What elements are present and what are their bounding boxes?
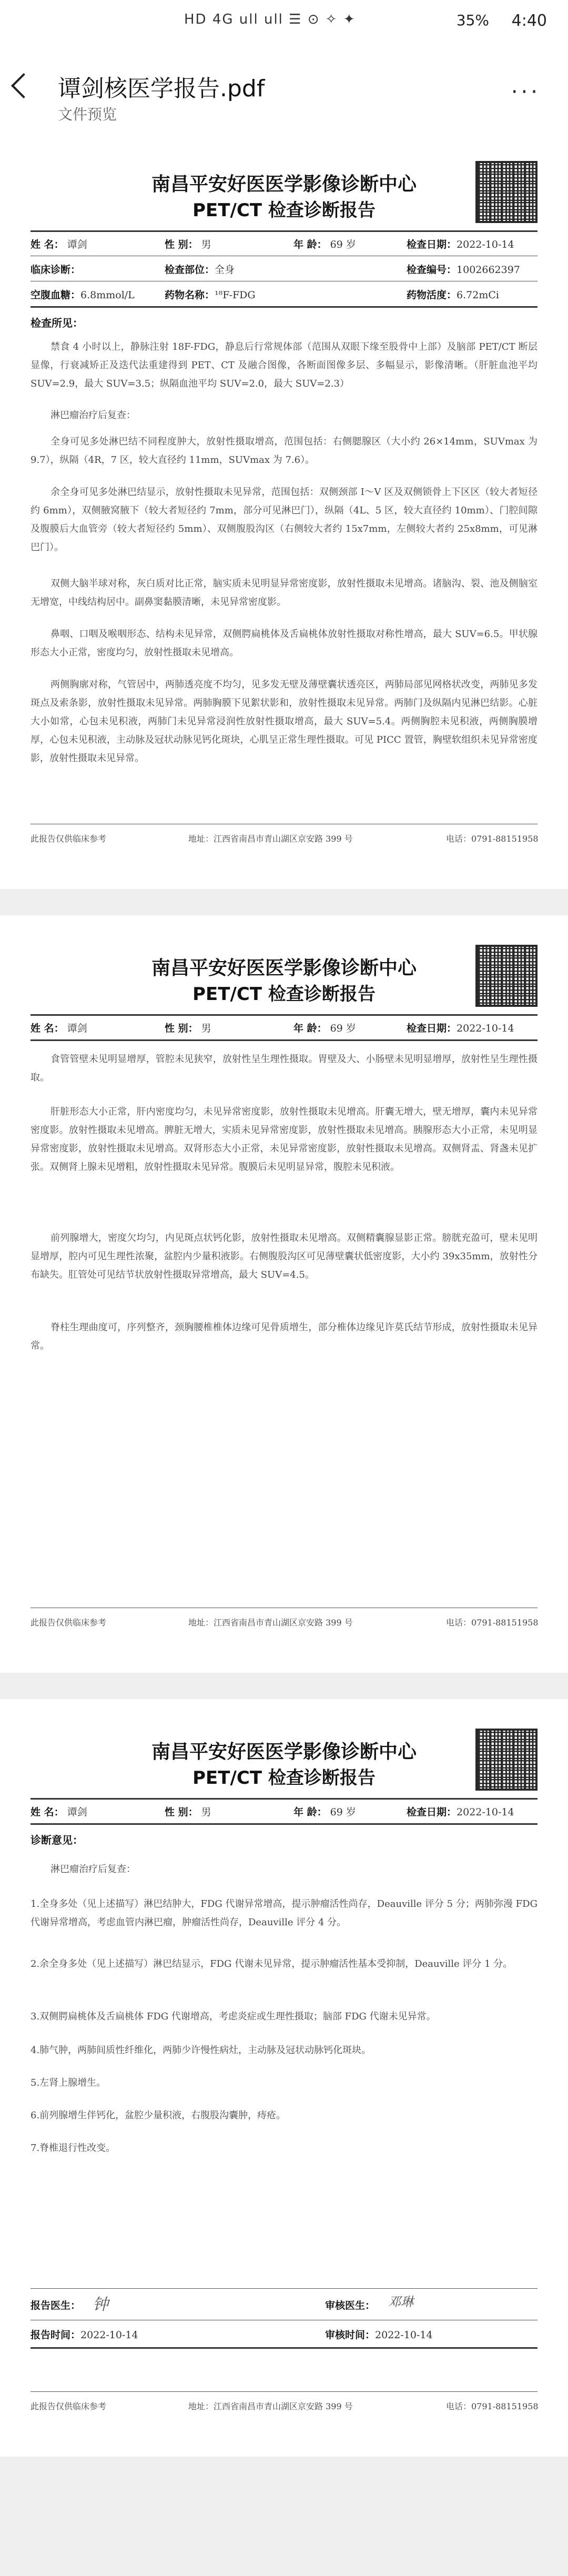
impression-item: 7.脊椎退行性改变。 (31, 2143, 116, 2154)
patient-age: 年 龄： 69 岁 (293, 1023, 356, 1034)
hospital-name: 南昌平安好医医学影像诊断中心 (151, 1741, 417, 1763)
findings-paragraph: 脊柱生理曲度可，序列整齐，颈胸腰椎椎体边缘可见骨质增生，部分椎体边缘见许莫氏结节形成，放射性摄取未见异常。 (31, 1322, 537, 1351)
status-bar (0, 0, 568, 42)
review-doctor: 审核医生： (325, 2300, 376, 2311)
findings-paragraph: 两侧胸廓对称，气管居中，两肺透亮度不均匀，见多发无壁及薄壁囊状透亮区，两肺局部见网格状改变，两肺见多发斑点及索条影，放射性摄取未见异常。两肺胸膜下见絮状影和，放射性摄取未见异常。两肺门及纵隔内见淋巴结影。心脏大小如常，心包未见积液，两肺门未见异常浸润性放射性摄取增高，最大 SUV=5.4。两侧胸腔未见积液，两侧胸膜增厚，心包未见积液，主动脉及冠状动脉见钙化斑块，心肌呈正常生理性摄取。可见 PICC 置管，胸壁软组织未见异常密度影，放射性摄取未见异常。 (31, 679, 537, 764)
qr-code-icon (475, 161, 537, 223)
patient-name: 姓 名： 谭剑 (31, 1023, 87, 1034)
pdf-page-2: 南昌平安好医医学影像诊断中心 PET/CT 检查诊断报告 姓 名： 谭剑 性 别： 男 年 龄： 69 岁 检查日期：2022-10-14 食管管壁未见明显增厚，管腔未见狭窄，放射性呈生理性摄取。胃壁及大、小肠壁未见明显增厚，放射性呈生理性摄取。 肝脏形态大小正常，肝内密度均匀，未见异常密度影，放射性摄取未见增高。肝囊无增大，壁无增厚，囊内未见异常密度影。放射性摄取未见增高。脾脏无增大，实质未见异常密度影，放射性摄取未见增高。胰腺形态大小正常，未见明显异常密度影，放射性摄取未见增高。双肾形态大小正常，未见异常密度影，放射性摄取未见增高。双侧肾盂、肾盏未见扩张。双侧肾上腺未见增粗，放射性摄取未见异常。腹膜后未见明显异常，腹腔未见积液。 前列腺增大，密度欠均匀，内见斑点状钙化影，放射性摄取未见增高。双侧精囊腺显影正常。膀胱充盈可，壁未见明显增厚，腔内可见生理性浓聚，盆腔内少量积液影。右侧腹股沟区可见薄壁囊状低密度影，大小约 39x35mm，放射性分布缺失。肛管处可见结节状放射性摄取异常增高，最大 SUV=4.5。 脊柱生理曲度可，序列整齐，颈胸腰椎椎体边缘可见骨质增生，部分椎体边缘见许莫氏结节形成，放射性摄取未见异常。 此报告仅供临床参考 地址：江西省南昌市青山湖区京安路 399 号 电话：0791-88151958 (0, 915, 568, 1673)
exam-date: 检查日期：2022-10-14 (407, 1806, 514, 1818)
clinical-diagnosis: 临床诊断： (31, 264, 81, 276)
patient-sex: 性 别： 男 (165, 1023, 211, 1034)
report-time: 报告时间：2022-10-14 (31, 2329, 138, 2341)
findings-paragraph: 余全身可见多处淋巴结显示，放射性摄取未见异常，范围包括：双侧颈部 I～V 区及双侧锁骨上下区区（较大者短径约 6mm），双侧腋窝腋下（较大者短径约 7mm，部分可见淋巴门），纵隔（4L、5 区，较大直径约 10mm）、门腔间隙及腹膜后大血管旁（较大者短径约 5mm）、双侧腹股沟区（右侧较大者约 15x7mm，左侧较大者约 25x8mm，可见淋巴门）。 (31, 487, 537, 553)
impression-item: 6.前列腺增生伴钙化，盆腔少量积液，右腹股沟囊肿，痔疮。 (31, 2110, 286, 2121)
hospital-name: 南昌平安好医医学影像诊断中心 (151, 174, 417, 195)
battery-level: 35% (456, 12, 489, 29)
findings-paragraph: 全身可见多处淋巴结不同程度肿大，放射性摄取增高，范围包括：右侧腮腺区（大小约 26×14mm，SUVmax 为 9.7），纵隔（4R，7 区，较大直径约 11mm，SUVmax 为 7.6）。 (31, 436, 537, 466)
report-title: PET/CT 检查诊断报告 (192, 984, 376, 1005)
app-bar (0, 42, 568, 132)
qr-code-icon (475, 945, 537, 1007)
impression-paragraph: 淋巴瘤治疗后复查： (50, 1864, 136, 1875)
drug-activity: 药物活度：6.72mCi (407, 289, 499, 301)
findings-paragraph: 肝脏形态大小正常，肝内密度均匀，未见异常密度影，放射性摄取未见增高。肝囊无增大，壁无增厚，囊内未见异常密度影。放射性摄取未见增高。脾脏无增大，实质未见异常密度影，放射性摄取未见增高。胰腺形态大小正常，未见明显异常密度影，放射性摄取未见增高。双肾形态大小正常，未见异常密度影，放射性摄取未见增高。双侧肾盂、肾盏未见扩张。双侧肾上腺未见增粗，放射性摄取未见异常。腹膜后未见明显异常，腹腔未见积液。 (31, 1106, 537, 1173)
exam-date: 检查日期：2022-10-14 (407, 239, 514, 250)
fasting-glucose: 空腹血糖：6.8mmol/L (31, 289, 135, 301)
impression-heading: 诊断意见： (31, 1834, 83, 1846)
exam-number: 检查编号：1002662397 (407, 264, 520, 276)
divider (31, 230, 537, 232)
findings-paragraph: 鼻咽、口咽及喉咽形态、结构未见异常，双侧腭扁桃体及舌扁桃体放射性摄取对称性增高，最大 SUV=6.5。甲状腺形态大小正常，密度均匀，放射性摄取未见增高。 (31, 629, 537, 658)
findings-paragraph: 禁食 4 小时以上，静脉注射 18F-FDG，静息后行常规体部（范围从双眼下缘至股骨中上部）及脑部 PET/CT 断层显像，行衰减矫正及迭代法重建得到 PET、CT 及融合图像，各断面图像多层、多幅显示，影像清晰。（肝脏血池平均 SUV=2.9，最大 SUV=3.5；纵隔血池平均 SUV=2.0，最大 SUV=2.3） (31, 341, 537, 389)
impression-item: 1.全身多处（见上述描写）淋巴结肿大，FDG 代谢异常增高，提示肿瘤活性尚存，Deauville 评分 5 分；两肺弥漫 FDG 代谢异常增高，考虑血管内淋巴瘤，肿瘤活性尚存，Deauville 评分 4 分。 (31, 1898, 537, 1928)
patient-age: 年 龄： 69 岁 (293, 1806, 356, 1818)
reviewer-signature: 邓琳 (388, 2295, 413, 2309)
findings-paragraph: 前列腺增大，密度欠均匀，内见斑点状钙化影，放射性摄取未见增高。双侧精囊腺显影正常。膀胱充盈可，壁未见明显增厚，腔内可见生理性浓聚，盆腔内少量积液影。右侧腹股沟区可见薄壁囊状低密度影，大小约 39x35mm，放射性分布缺失。肛管处可见结节状放射性摄取异常增高，最大 SUV=4.5。 (31, 1233, 537, 1280)
report-title: PET/CT 检查诊断报告 (192, 200, 376, 221)
patient-name: 姓 名： 谭剑 (31, 239, 87, 250)
file-subtitle: 文件预览 (58, 106, 117, 123)
findings-heading: 检查所见： (31, 317, 83, 329)
hospital-name: 南昌平安好医医学影像诊断中心 (151, 957, 417, 979)
exam-date: 检查日期：2022-10-14 (407, 1023, 514, 1034)
more-menu-icon[interactable]: ··· (511, 80, 541, 104)
findings-paragraph: 淋巴瘤治疗后复查： (50, 410, 136, 421)
findings-paragraph: 双侧大脑半球对称，灰白质对比正常，脑实质未见明显异常密度影，放射性摄取未见增高。诸脑沟、裂、池及侧脑室无增宽，中线结构居中。副鼻窦黏膜清晰，未见异常密度影。 (31, 578, 537, 608)
patient-sex: 性 别： 男 (165, 1806, 211, 1818)
impression-item: 3.双侧腭扁桃体及舌扁桃体 FDG 代谢增高，考虑炎症或生理性摄取；脑部 FDG 代谢未见异常。 (31, 2011, 436, 2022)
findings-paragraph: 食管管壁未见明显增厚，管腔未见狭窄，放射性呈生理性摄取。胃壁及大、小肠壁未见明显增厚，放射性呈生理性摄取。 (31, 1054, 537, 1083)
clock: 4:40 (511, 12, 547, 30)
impression-item: 4.肺气肿，两肺间质性纤维化，两肺少许慢性病灶，主动脉及冠状动脉钙化斑块。 (31, 2045, 371, 2056)
status-icons: HD 4G ull ull ☰ ⊙ ✧ ✦ (184, 12, 356, 27)
patient-name: 姓 名： 谭剑 (31, 1806, 87, 1818)
patient-sex: 性 别： 男 (165, 239, 211, 250)
patient-age: 年 龄： 69 岁 (293, 239, 356, 250)
report-doctor: 报告医生： (31, 2300, 81, 2311)
review-time: 审核时间：2022-10-14 (325, 2329, 433, 2341)
exam-part: 检查部位：全身 (165, 264, 235, 276)
doctor-signature: 钟 (93, 2296, 108, 2314)
impression-item: 2.余全身多处（见上述描写）淋巴结显示，FDG 代谢未见异常，提示肿瘤活性基本受抑制，Deauville 评分 1 分。 (31, 1958, 513, 1969)
back-arrow-icon[interactable] (11, 73, 36, 98)
report-title: PET/CT 检查诊断报告 (192, 1767, 376, 1789)
file-title: 谭剑核医学报告.pdf (58, 75, 265, 102)
drug-name: 药物名称：¹⁸F-FDG (165, 289, 256, 301)
pdf-page-1: 南昌平安好医医学影像诊断中心 PET/CT 检查诊断报告 姓 名： 谭剑 性 别： 男 年 龄： 69 岁 检查日期：2022-10-14 临床诊断： 检查部位：全身 检查编号：1002662397 空腹血糖：6.8mmol/L 药物名称：¹⁸F-FDG 药物活度：6.72mCi 检查所见： 禁食 4 小时以上，静脉注射 18F-FDG，静息后行常规体部（范围从双眼下缘至股骨中上部）及脑部 PET/CT 断层显像，行衰减矫正及迭代法重建得到 PET、CT 及融合图像，各断面图像多层、多幅显示，影像清晰。（肝脏血池平均 SUV=2.9，最大 SUV=3.5；纵隔血池平均 SUV=2.0，最大 SUV=2.3） 淋巴瘤治疗后复查： 全身可见多处淋巴结不同程度肿大，放射性摄取增高，范围包括：右侧腮腺区（大小约 26×14mm，SUVmax 为 9.7），纵隔（4R，7 区，较大直径约 11mm，SUVmax 为 7.6）。 余全身可见多处淋巴结显示，放射性摄取未见异常，范围包括：双侧颈部 I～V 区及双侧锁骨上下区区（较大者短径约 6mm），双侧腋窝腋下（较大者短径约 7mm，部分可见淋巴门），纵隔（4L、5 区，较大直径约 10mm）、门腔间隙及腹膜后大血管旁（较大者短径约 5mm）、双侧腹股沟区（右侧较大者约 15x7mm，左侧较大者约 25x8mm，可见淋巴门）。 双侧大脑半球对称，灰白质对比正常，脑实质未见明显异常密度影，放射性摄取未见增高。诸脑沟、裂、池及侧脑室无增宽，中线结构居中。副鼻窦黏膜清晰，未见异常密度影。 鼻咽、口咽及喉咽形态、结构未见异常，双侧腭扁桃体及舌扁桃体放射性摄取对称性增高，最大 SUV=6.5。甲状腺形态大小正常，密度均匀，放射性摄取未见增高。 两侧胸廓对称，气管居中，两肺透亮度不均匀，见多发无壁及薄壁囊状透亮区，两肺局部见网格状改变，两肺见多发斑点及索条影，放射性摄取未见异常。两肺胸膜下见絮状影和，放射性摄取未见异常。两肺门及纵隔内见淋巴结影。心脏大小如常，心包未见积液，两肺门未见异常浸润性放射性摄取增高，最大 SUV=5.4。两侧胸腔未见积液，两侧胸膜增厚，心包未见积液，主动脉及冠状动脉见钙化斑块，心肌呈正常生理性摄取。可见 PICC 置管，胸壁软组织未见异常密度影，放射性摄取未见异常。 此报告仅供临床参考 地址：江西省南昌市青山湖区京安路 399 号 电话：0791-88151958 (0, 132, 568, 889)
impression-item: 5.左肾上腺增生。 (31, 2077, 106, 2088)
pdf-page-3: 南昌平安好医医学影像诊断中心 PET/CT 检查诊断报告 姓 名： 谭剑 性 别： 男 年 龄： 69 岁 检查日期：2022-10-14 诊断意见： 淋巴瘤治疗后复查： 1.全身多处（见上述描写）淋巴结肿大，FDG 代谢异常增高，提示肿瘤活性尚存，Deauville 评分 5 分；两肺弥漫 FDG 代谢异常增高，考虑血管内淋巴瘤，肿瘤活性尚存，Deauville 评分 4 分。 2.余全身多处（见上述描写）淋巴结显示，FDG 代谢未见异常，提示肿瘤活性基本受抑制，Deauville 评分 1 分。 3.双侧腭扁桃体及舌扁桃体 FDG 代谢增高，考虑炎症或生理性摄取；脑部 FDG 代谢未见异常。 4.肺气肿，两肺间质性纤维化，两肺少许慢性病灶，主动脉及冠状动脉钙化斑块。 5.左肾上腺增生。 6.前列腺增生伴钙化，盆腔少量积液，右腹股沟囊肿，痔疮。 7.脊椎退行性改变。 报告医生： 钟 审核医生： 邓琳 报告时间：2022-10-14 审核时间：2022-10-14 此报告仅供临床参考 地址：江西省南昌市青山湖区京安路 399 号 电话：0791-88151958 (0, 1699, 568, 2457)
qr-code-icon (475, 1729, 537, 1791)
